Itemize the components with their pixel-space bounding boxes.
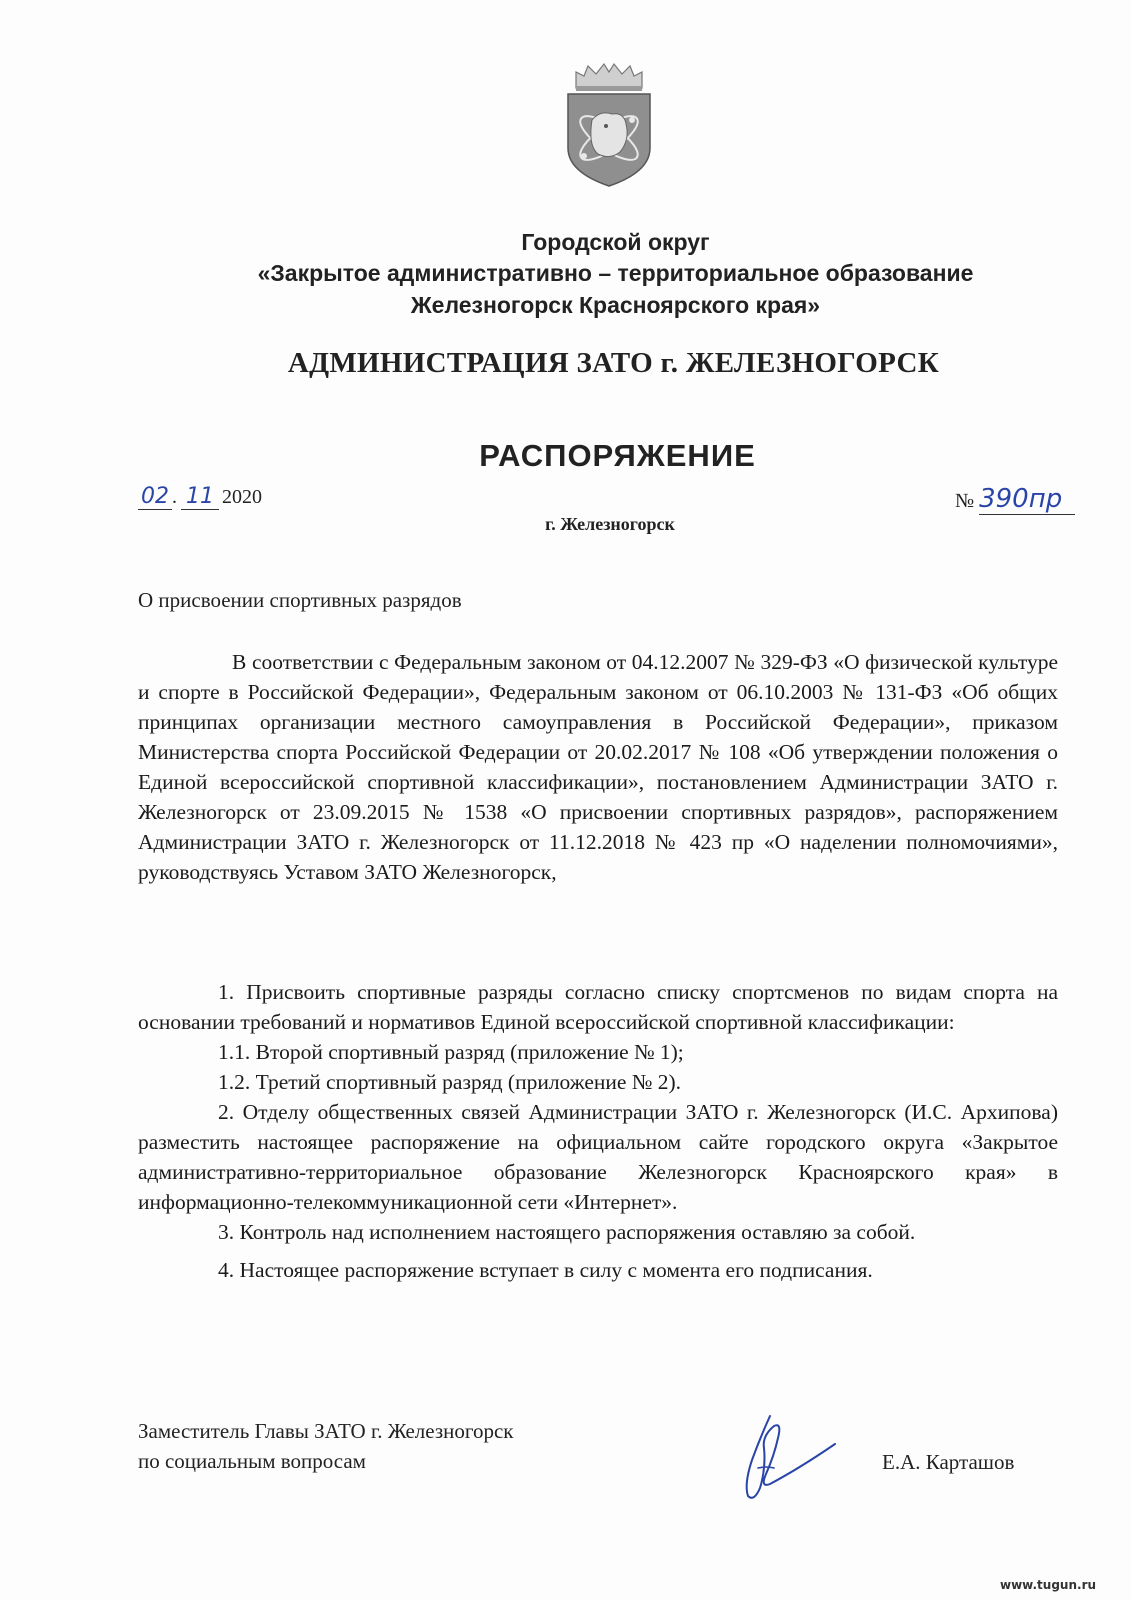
org-name-line-2: «Закрытое административно – территориальное образование [257,260,974,286]
org-name-line-3: Железногорск Красноярского края» [410,292,821,318]
document-number [955,484,1075,515]
ordering-items [138,977,1058,1285]
document-subject: О присвоении спортивных разрядов [138,588,462,612]
org-name-line-1: Городской округ [521,229,710,255]
date-day: 02 [138,484,172,510]
signature-icon [730,1408,845,1508]
watermark: www.tugun.ru [1000,1578,1097,1592]
document-date: 02 . 11 2020 [138,484,262,510]
signer-title-line-1: Заместитель Главы ЗАТО г. Железногорск [138,1419,514,1443]
signer-name: Е.А. Карташов [882,1450,1015,1474]
preamble-paragraph: В соответствии с Федеральным законом от 04.12.2007 № 329-ФЗ «О физической культуре и спорте в Российской Федерации», Федеральным законом от 06.10.2003 № 131-ФЗ «Об общих принципах организации местного самоуправления в Российской Федерации», приказом Министерства спорта Российской Федерации от 20.02.2017 № 108 «Об утверждении положения о Единой всероссийской спортивной классификации», постановлением Администрации ЗАТО г. Железногорск от 23.09.2015 № 1538 «О присвоении спортивных разрядов», распоряжением Администрации ЗАТО г. Железногорск от 11.12.2018 № 423 пр «О наделении полномочиями», руководствуясь Уставом ЗАТО Железногорск, [138,650,1058,884]
item-1: 1. Присвоить спортивные разряды согласно списку спортсменов по видам спорта на основании требований и нормативов Единой всероссийской спортивной классификации: [138,980,1058,1034]
coat-of-arms-icon [554,60,664,190]
item-4: 4. Настоящее распоряжение вступает в силу с момента его подписания. [218,1258,873,1282]
item-3: 3. Контроль над исполнением настоящего распоряжения оставляю за собой. [218,1220,916,1244]
signer-title-line-2: по социальным вопросам [138,1449,366,1473]
number-prefix: № [955,490,975,512]
signer-title [138,1416,513,1476]
item-2: 2. Отделу общественных связей Администрации ЗАТО г. Железногорск (И.С. Архипова) разместить настоящее распоряжение на официальном сайте городского округа «Закрытое административно-территориальное образование Железногорск Красноярского края» в информационно-телекоммуникационной сети «Интернет». [138,1100,1058,1214]
number-value: 390пр [979,484,1075,515]
item-1-2: 1.2. Третий спортивный разряд (приложение № 2). [218,1070,681,1094]
date-year: 2020 [222,486,262,508]
document-type-title: РАСПОРЯЖЕНИЕ [479,438,756,473]
date-month: 11 [181,484,219,510]
administration-title: АДМИНИСТРАЦИЯ ЗАТО г. ЖЕЛЕЗНОГОРСК [287,347,940,379]
item-1-1: 1.1. Второй спортивный разряд (приложение № 1); [218,1040,684,1064]
city-name: г. Железногорск [545,514,675,534]
